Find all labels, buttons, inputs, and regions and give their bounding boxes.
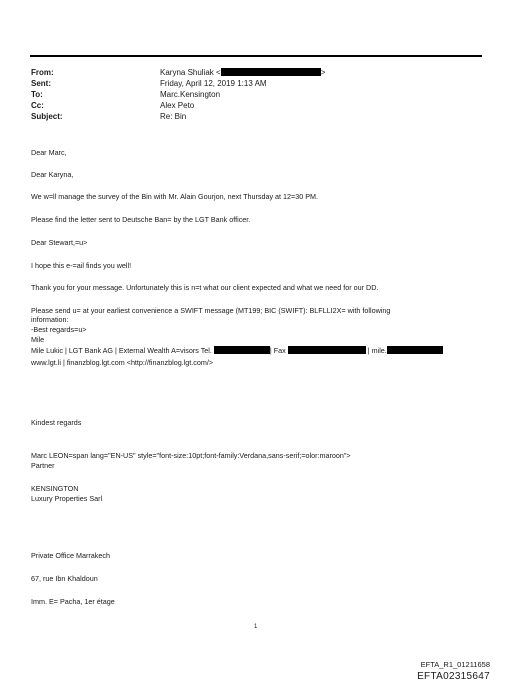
company-subtitle: Luxury Properties Sarl <box>31 494 103 503</box>
swift-line-2: information: <box>31 315 69 324</box>
cc-label: Cc: <box>31 101 44 110</box>
marc-span-line: Marc LEON=span lang="EN-US" style="font-size:10pt;font-family:Verdana,sans-serif;=olor:maroon"> <box>31 451 351 460</box>
letter-line: Please find the letter sent to Deutsche Ban= by the LGT Bank officer. <box>31 215 251 224</box>
to-value: Marc.Kensington <box>160 90 221 99</box>
swift-line-1: Please send u= at your earliest convenience a SWIFT message (MT199; BIC (SWIFT): BLFLLI2X= with following <box>31 306 391 315</box>
subject-label: Subject: <box>31 112 63 121</box>
office-street: 67, rue Ibn Khaldoun <box>31 574 98 583</box>
survey-line: We w=ll manage the survey of the Bin with Mr. Alain Gourjon, next Thursday at 12=30 PM. <box>31 192 318 201</box>
bates-stamp-small: EFTA_R1_01211658 <box>420 660 490 669</box>
cc-value: Alex Peto <box>160 101 195 110</box>
page-number: 1 <box>254 624 258 630</box>
office-name: Private Office Marrakech <box>31 551 110 560</box>
dear-stewart: Dear Stewart,=u> <box>31 238 88 247</box>
subject-value: Re: Bin <box>160 112 187 121</box>
sent-value: Friday, April 12, 2019 1:13 AM <box>160 79 267 88</box>
redaction-box <box>387 346 443 354</box>
sent-label: Sent: <box>31 79 51 88</box>
signature-fax: | Fax <box>269 346 286 355</box>
thanks-line: Thank you for your message. Unfortunately this is n=t what our client expected and what we need for our DD. <box>31 283 379 292</box>
redaction-box <box>221 68 321 76</box>
redaction-box <box>288 346 366 354</box>
signature-email: | mile. <box>367 346 387 355</box>
signature-line <box>31 346 443 356</box>
office-building: Imm. E= Pacha, 1er étage <box>31 597 115 606</box>
kindest-regards: Kindest regards <box>31 418 82 427</box>
best-regards: -Best regards=u> <box>31 325 87 334</box>
header-rule <box>30 55 482 57</box>
mile-name: Mile <box>31 335 45 344</box>
from-label: From: <box>31 68 54 77</box>
signature-contact: Mile Lukic | LGT Bank AG | External Wealth A=visors Tel. <box>31 346 212 355</box>
redaction-box <box>214 346 270 354</box>
from-value <box>160 68 325 78</box>
web-line: www.lgt.li | finanzblog.lgt.com <http://finanzblog.lgt.com/> <box>31 358 214 367</box>
company-name: KENSINGTON <box>31 484 79 493</box>
greeting-karyna: Dear Karyna, <box>31 170 74 179</box>
from-tail: > <box>320 68 326 77</box>
from-name: Karyna Shuliak < <box>160 68 221 77</box>
partner-title: Partner <box>31 461 55 470</box>
bates-stamp-large: EFTA02315647 <box>417 671 490 682</box>
greeting-marc: Dear Marc, <box>31 148 67 157</box>
to-label: To: <box>31 90 43 99</box>
hope-line: I hope this e-=ail finds you well! <box>31 261 132 270</box>
